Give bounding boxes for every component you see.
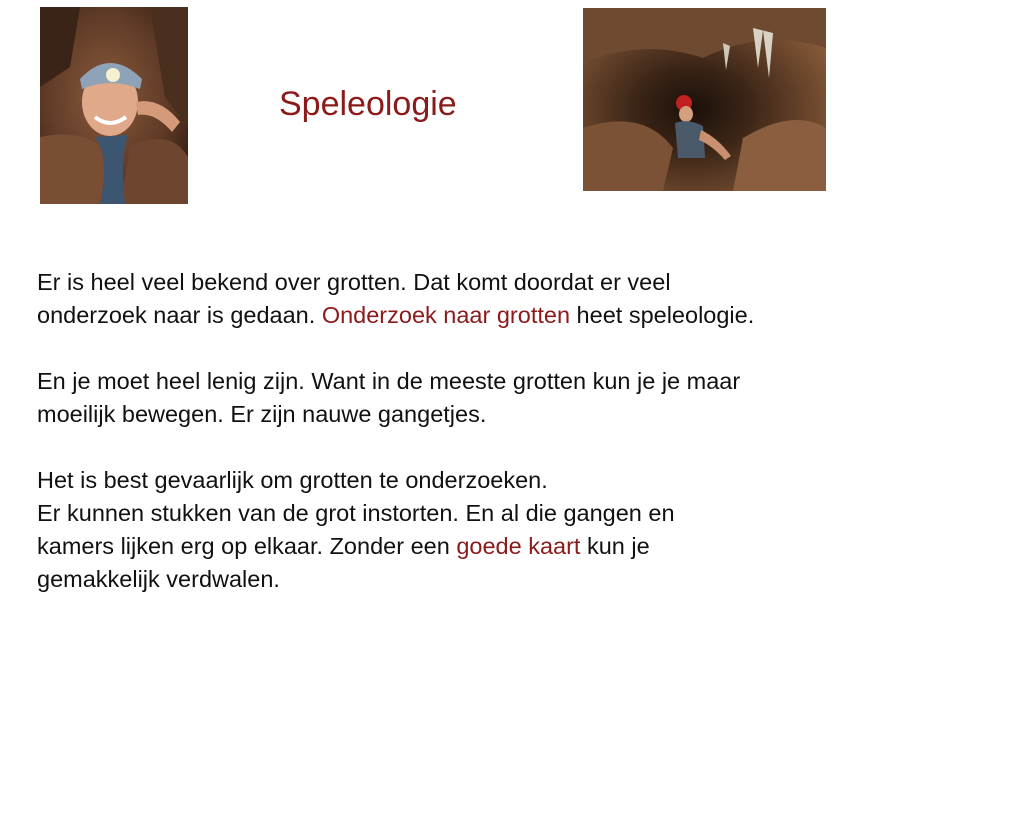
paragraph-1-line-2-end: heet speleologie. <box>570 302 755 328</box>
paragraph-3-line-3-start: kamers lijken erg op elkaar. Zonder een <box>37 533 457 559</box>
body-text <box>37 266 917 596</box>
paragraph-1-line-1: Er is heel veel bekend over grotten. Dat komt doordat er veel <box>37 269 671 295</box>
paragraph-2-line-2: moeilijk bewegen. Er zijn nauwe gangetjes. <box>37 401 487 427</box>
paragraph-3-line-4: gemakkelijk verdwalen. <box>37 566 280 592</box>
paragraph-1-line-2 <box>37 299 917 332</box>
paragraph-3-line-2: Er kunnen stukken van de grot instorten. En al die gangen en <box>37 500 675 526</box>
speleologie-definition-highlight: Onderzoek naar grotten <box>321 302 571 328</box>
paragraph-3 <box>37 464 917 596</box>
paragraph-3-line-3 <box>37 530 917 563</box>
page-title: Speleologie <box>279 85 457 123</box>
cave-passage-photo <box>583 8 826 191</box>
caver-portrait-photo <box>40 7 188 204</box>
goede-kaart-highlight: goede kaart <box>456 533 581 559</box>
paragraph-3-line-1: Het is best gevaarlijk om grotten te onderzoeken. <box>37 467 548 493</box>
paragraph-3-line-3-end: kun je <box>580 533 650 559</box>
paragraph-2-line-1: En je moet heel lenig zijn. Want in de meeste grotten kun je je maar <box>37 368 741 394</box>
paragraph-2 <box>37 365 917 431</box>
paragraph-1 <box>37 266 917 332</box>
paragraph-1-line-2-start: onderzoek naar is gedaan. <box>37 302 322 328</box>
